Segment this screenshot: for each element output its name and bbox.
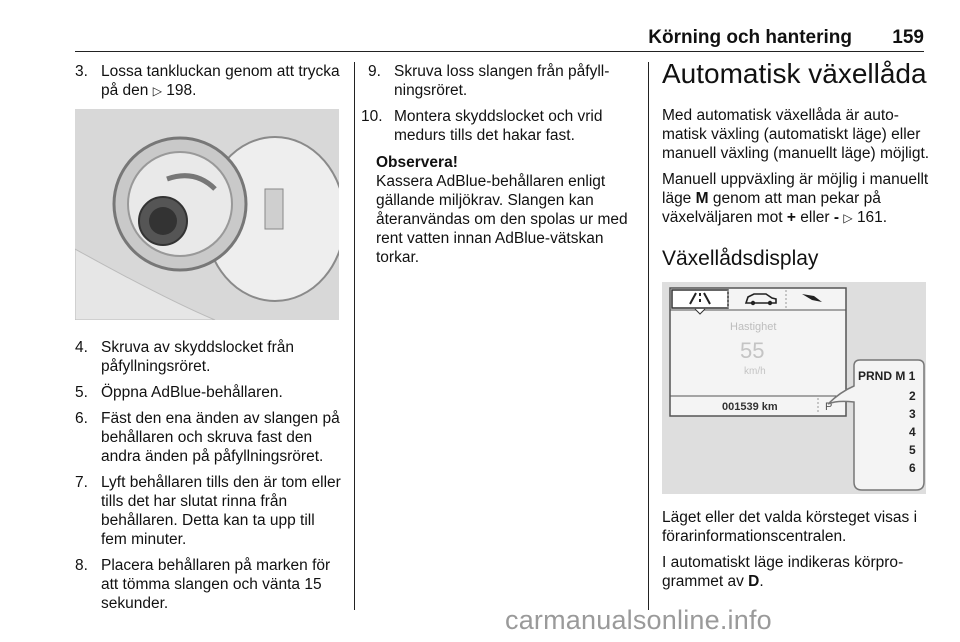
note-text: Kassera AdBlue-behållaren enligt gällande miljökrav. Slangen kan återanvändas om den spolas ur med rent vatten innan AdBlue-vätskan torkar. [376, 173, 628, 266]
gear-2: 2 [909, 389, 916, 403]
step-number: 7. [75, 474, 88, 491]
key-minus: - [833, 209, 840, 226]
step-8 [75, 556, 343, 613]
gear-5: 5 [909, 443, 916, 457]
reference-arrow-icon: ▷ [152, 84, 162, 98]
key-m: M [695, 190, 709, 207]
key-plus: + [786, 209, 796, 226]
speed-unit: km/h [744, 366, 766, 377]
auto-mode-paragraph: I automatiskt läge indikeras körprogrammet av D. [662, 554, 904, 590]
prnd-label: PRND M 1 [858, 369, 916, 383]
step-number: 3. [75, 63, 88, 80]
step-number: 5. [75, 384, 88, 401]
step-number: 10. [361, 108, 383, 125]
step-3 [75, 62, 343, 101]
gear-4: 4 [909, 425, 916, 439]
step-number: 9. [368, 63, 381, 80]
step-number: 6. [75, 410, 88, 427]
intro-paragraph: Med automatisk växellåda är automatisk växling (automatiskt läge) eller manuell växling (manuellt läge) möjligt. [662, 107, 930, 162]
column-1 [75, 62, 343, 620]
step-text: Lossa tankluckan genom att trycka på den [101, 63, 340, 99]
step-text: Lyft behållaren tills den är tom eller tills det har slutat rinna från behållaren. Detta kan ta upp till fem minuter. [101, 474, 341, 548]
step-text: Skruva av skyddslocket från påfyllningsröret. [101, 339, 294, 375]
gear-3: 3 [909, 407, 916, 421]
note-box [368, 153, 636, 267]
fuel-flap-image [75, 109, 339, 320]
section-heading: Automatisk växellåda [662, 58, 927, 89]
step-text: Skruva loss slangen från påfyllningsröret. [394, 63, 610, 99]
step-text: Fäst den ena änden av slangen på behållaren och skruva fast den andra änden på påfyllningsröret. [101, 410, 340, 465]
step-4 [75, 338, 343, 376]
transmission-display-image [662, 282, 926, 494]
header-title: Körning och hantering [648, 27, 852, 48]
column-2 [361, 62, 636, 267]
step-7 [75, 473, 343, 549]
page-reference-link[interactable]: 198. [166, 82, 197, 99]
speed-value: 55 [740, 338, 765, 363]
gear-6: 6 [909, 461, 916, 475]
step-list [75, 338, 343, 613]
step-number: 8. [75, 557, 88, 574]
page-header [75, 25, 924, 52]
gear-indicator: P [825, 401, 833, 413]
step-text: Placera behållaren på marken för att tömma slangen och vänta 15 sekunder. [101, 557, 331, 612]
page-reference-link[interactable]: 161. [856, 209, 888, 226]
step-10 [361, 107, 636, 145]
step-text: Montera skyddslocket och vrid medurs tills det hakar fast. [394, 108, 603, 144]
step-text: Öppna AdBlue-behållaren. [101, 384, 283, 401]
reference-arrow-icon: ▷ [843, 211, 853, 225]
watermark: carmanualsonline.info [505, 605, 772, 635]
key-d: D [748, 573, 760, 590]
display-description: Läget eller det valda körsteget visas i förarinformationscentralen. [662, 509, 918, 545]
step-number: 4. [75, 339, 88, 356]
step-9 [368, 62, 636, 100]
subsection-heading: Växellådsdisplay [662, 247, 819, 270]
step-5 [75, 383, 343, 402]
speed-label: Hastighet [730, 321, 777, 333]
manual-shift-paragraph: Manuell uppväxling är möjlig i manuellt läge M genom att man pekar på växelväljaren mot + eller - ▷ 161. [662, 171, 929, 226]
step-6 [75, 409, 343, 466]
page-number: 159 [892, 27, 924, 48]
note-title: Observera! [376, 154, 458, 171]
odometer-reading: 001539 km [722, 401, 778, 413]
column-divider [648, 62, 649, 610]
column-3 [662, 58, 930, 598]
column-divider [354, 62, 355, 610]
